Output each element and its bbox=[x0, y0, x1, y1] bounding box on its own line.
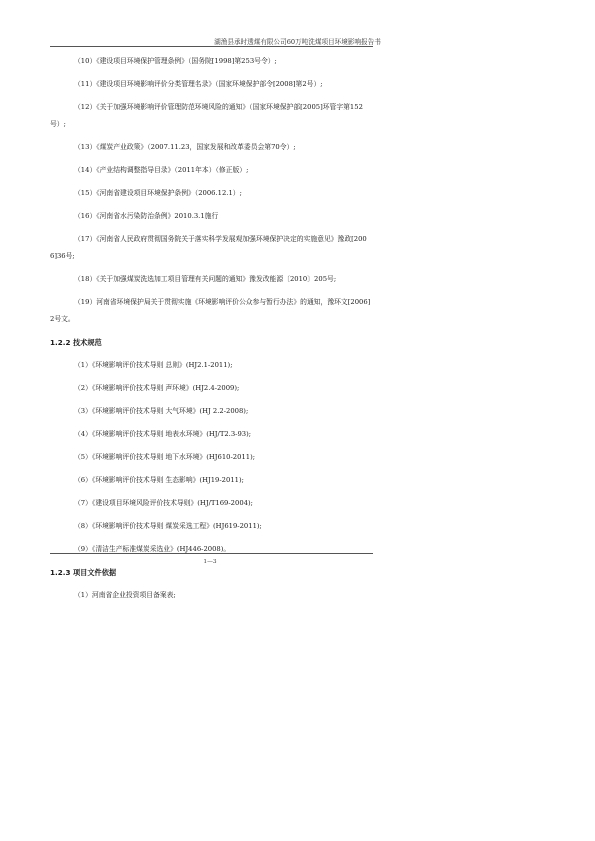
law-item: （16）《河南省水污染防治条例》2010.3.1施行 bbox=[74, 212, 219, 220]
law-item: （13）《煤炭产业政策》（2007.11.23，国家发展和改革委员会第70令）; bbox=[74, 143, 296, 151]
page-number: 1—3 bbox=[203, 559, 217, 565]
technical-item: （5）《环境影响评价技术导则 地下水环境》(HJ610-2011); bbox=[74, 453, 256, 461]
law-item: （10）《建设项目环境保护管理条例》（国务院[1998]第253号令）; bbox=[74, 57, 277, 65]
technical-item: （9）《清洁生产标准煤炭采选业》(HJ446-2008)。 bbox=[74, 545, 231, 553]
technical-item: （6）《环境影响评价技术导则 生态影响》(HJ19-2011); bbox=[74, 476, 244, 484]
law-item: （14）《产业结构调整指导目录》（2011年本）（修正版）; bbox=[74, 166, 249, 174]
project-doc-item: （1）河南省企业投资项目备案表; bbox=[74, 591, 176, 599]
technical-item: （7）《建设项目环境风险评价技术导则》(HJ/T169-2004); bbox=[74, 499, 253, 507]
law-item: （15）《河南省建设项目环境保护条例》（2006.12.1）; bbox=[74, 189, 242, 197]
law-item: （19）河南省环境保护局关于贯彻实施《环境影响评价公众参与暂行办法》的通知，豫环文[2006]2号文。 bbox=[50, 298, 371, 323]
page-header bbox=[0, 0, 595, 47]
footer-divider bbox=[50, 553, 373, 554]
technical-item: （8）《环境影响评价技术导则 煤炭采选工程》(HJ619-2011); bbox=[74, 522, 262, 530]
header-divider bbox=[50, 46, 373, 47]
technical-item: （2）《环境影响评价技术导则 声环境》(HJ2.4-2009); bbox=[74, 384, 240, 392]
header-title: 湖渔县承时透煤有限公司60万吨洗煤项目环境影响报告书 bbox=[214, 38, 381, 46]
law-item: （11）《建设项目环境影响评价分类管理名录》（国家环境保护部令[2008]第2号）; bbox=[74, 80, 323, 88]
technical-item: （3）《环境影响评价技术导则 大气环境》(HJ 2.2-2008); bbox=[74, 407, 249, 415]
section-heading-technical: 1.2.2 技术规范 bbox=[50, 338, 102, 347]
technical-item: （1）《环境影响评价技术导则 总则》(HJ2.1-2011); bbox=[74, 361, 233, 369]
law-item: （17）《河南省人民政府贯彻国务院关于落实科学发展观加强环境保护决定的实施意见》豫政[2006]36号; bbox=[50, 235, 367, 260]
section-heading-project-docs: 1.2.3 项目文件依据 bbox=[50, 568, 117, 577]
law-item: （18）《关于加强煤炭洗选加工项目管理有关问题的通知》豫发改能源〔2010〕205号; bbox=[74, 275, 337, 283]
technical-item: （4）《环境影响评价技术导则 地表水环境》(HJ/T2.3-93); bbox=[74, 430, 252, 438]
law-item: （12）《关于加强环境影响评价管理防范环境风险的通知》（国家环境保护部[2005]环管字第152号）; bbox=[50, 103, 363, 128]
